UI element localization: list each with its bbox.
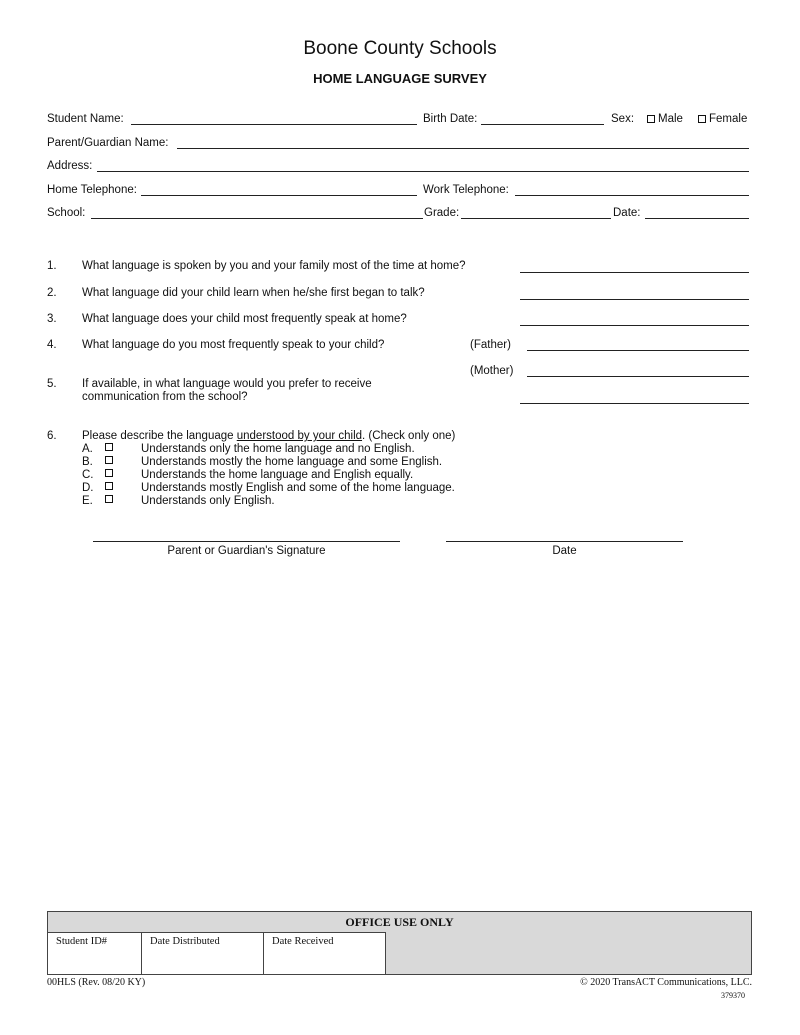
question-5-text-line2: communication from the school? xyxy=(82,391,248,403)
question-6-text xyxy=(82,430,455,442)
student-name-field[interactable] xyxy=(131,114,417,125)
home-phone-label: Home Telephone: xyxy=(47,184,137,196)
question-5-text-line1: If available, in what language would you prefer to receive xyxy=(82,378,372,390)
office-use-heading: OFFICE USE ONLY xyxy=(48,912,751,933)
address-label: Address: xyxy=(47,160,93,172)
question-3-number: 3. xyxy=(47,313,57,325)
office-use-box xyxy=(47,911,752,975)
student-name-label: Student Name: xyxy=(47,113,124,125)
option-e-letter: E. xyxy=(82,495,93,507)
question-4-text: What language do you most frequently speak to your child? xyxy=(82,339,385,351)
option-b-text: Understands mostly the home language and some English. xyxy=(141,456,443,468)
grade-label: Grade: xyxy=(424,207,460,219)
female-checkbox[interactable] xyxy=(698,115,706,123)
question-6-text-start: Please describe the language xyxy=(82,430,237,442)
mother-label: (Mother) xyxy=(470,365,514,377)
option-a-letter: A. xyxy=(82,443,93,455)
option-d-letter: D. xyxy=(82,482,94,494)
form-title: HOME LANGUAGE SURVEY xyxy=(313,71,487,86)
female-label: Female xyxy=(709,113,748,125)
option-b-letter: B. xyxy=(82,456,93,468)
question-5-answer[interactable] xyxy=(520,391,749,404)
home-phone-field[interactable] xyxy=(141,185,417,196)
option-c-text: Understands the home language and English equally. xyxy=(141,469,414,481)
parent-name-row xyxy=(47,137,752,153)
question-5-number: 5. xyxy=(47,378,57,390)
parent-name-field[interactable] xyxy=(177,138,749,149)
mother-language-answer[interactable] xyxy=(527,364,749,377)
school-field[interactable] xyxy=(91,208,423,219)
question-6-number: 6. xyxy=(47,430,57,442)
school-title: Boone County Schools xyxy=(303,38,497,59)
grade-field[interactable] xyxy=(461,208,611,219)
work-phone-label: Work Telephone: xyxy=(423,184,509,196)
question-2-number: 2. xyxy=(47,287,57,299)
father-label: (Father) xyxy=(470,339,511,351)
student-name-row xyxy=(47,113,752,129)
document-number: 379370 xyxy=(721,991,745,1000)
date-label: Date: xyxy=(613,207,641,219)
date-received-cell[interactable] xyxy=(264,932,386,974)
option-e-checkbox[interactable] xyxy=(105,495,113,503)
date-distributed-label: Date Distributed xyxy=(150,936,220,947)
address-row xyxy=(47,160,752,176)
copyright: © 2020 TransACT Communications, LLC. xyxy=(580,977,752,988)
male-checkbox[interactable] xyxy=(647,115,655,123)
signature-date-line[interactable] xyxy=(446,541,683,542)
father-language-answer[interactable] xyxy=(527,338,749,351)
telephone-row xyxy=(47,184,752,200)
option-a-checkbox[interactable] xyxy=(105,443,113,451)
birth-date-label: Birth Date: xyxy=(423,113,478,125)
school-row xyxy=(47,207,752,223)
signature-date-label: Date xyxy=(552,545,577,557)
work-phone-field[interactable] xyxy=(515,185,749,196)
student-id-label: Student ID# xyxy=(56,936,108,947)
option-c-checkbox[interactable] xyxy=(105,469,113,477)
question-2-text: What language did your child learn when he/she first began to talk? xyxy=(82,287,425,299)
date-distributed-cell[interactable] xyxy=(142,932,264,974)
signature-line[interactable] xyxy=(93,541,400,542)
option-d-text: Understands mostly English and some of the home language. xyxy=(141,482,455,494)
form-code: 00HLS (Rev. 08/20 KY) xyxy=(47,977,146,988)
student-id-cell[interactable] xyxy=(48,932,142,974)
question-3-answer[interactable] xyxy=(520,313,749,326)
parent-name-label: Parent/Guardian Name: xyxy=(47,137,169,149)
option-b-checkbox[interactable] xyxy=(105,456,113,464)
male-label: Male xyxy=(658,113,683,125)
question-1-answer[interactable] xyxy=(520,260,749,273)
school-label: School: xyxy=(47,207,86,219)
birth-date-field[interactable] xyxy=(481,114,604,125)
question-1-number: 1. xyxy=(47,260,57,272)
question-6-underlined: understood by your child xyxy=(236,430,363,442)
address-field[interactable] xyxy=(97,161,749,172)
question-2-answer[interactable] xyxy=(520,287,749,300)
signature-label: Parent or Guardian's Signature xyxy=(167,545,326,557)
question-3-text: What language does your child most frequently speak at home? xyxy=(82,313,407,325)
option-c-letter: C. xyxy=(82,469,94,481)
option-a-text: Understands only the home language and no English. xyxy=(141,443,415,455)
date-field[interactable] xyxy=(645,208,749,219)
office-blank-cell xyxy=(386,932,751,974)
sex-label: Sex: xyxy=(611,113,635,125)
question-6-text-end: . (Check only one) xyxy=(362,430,456,442)
option-e-text: Understands only English. xyxy=(141,495,275,507)
date-received-label: Date Received xyxy=(272,936,334,947)
male-option[interactable] xyxy=(647,113,683,125)
question-1-text: What language is spoken by you and your family most of the time at home? xyxy=(82,260,466,272)
female-option[interactable] xyxy=(698,113,747,125)
option-d-checkbox[interactable] xyxy=(105,482,113,490)
question-4-number: 4. xyxy=(47,339,57,351)
